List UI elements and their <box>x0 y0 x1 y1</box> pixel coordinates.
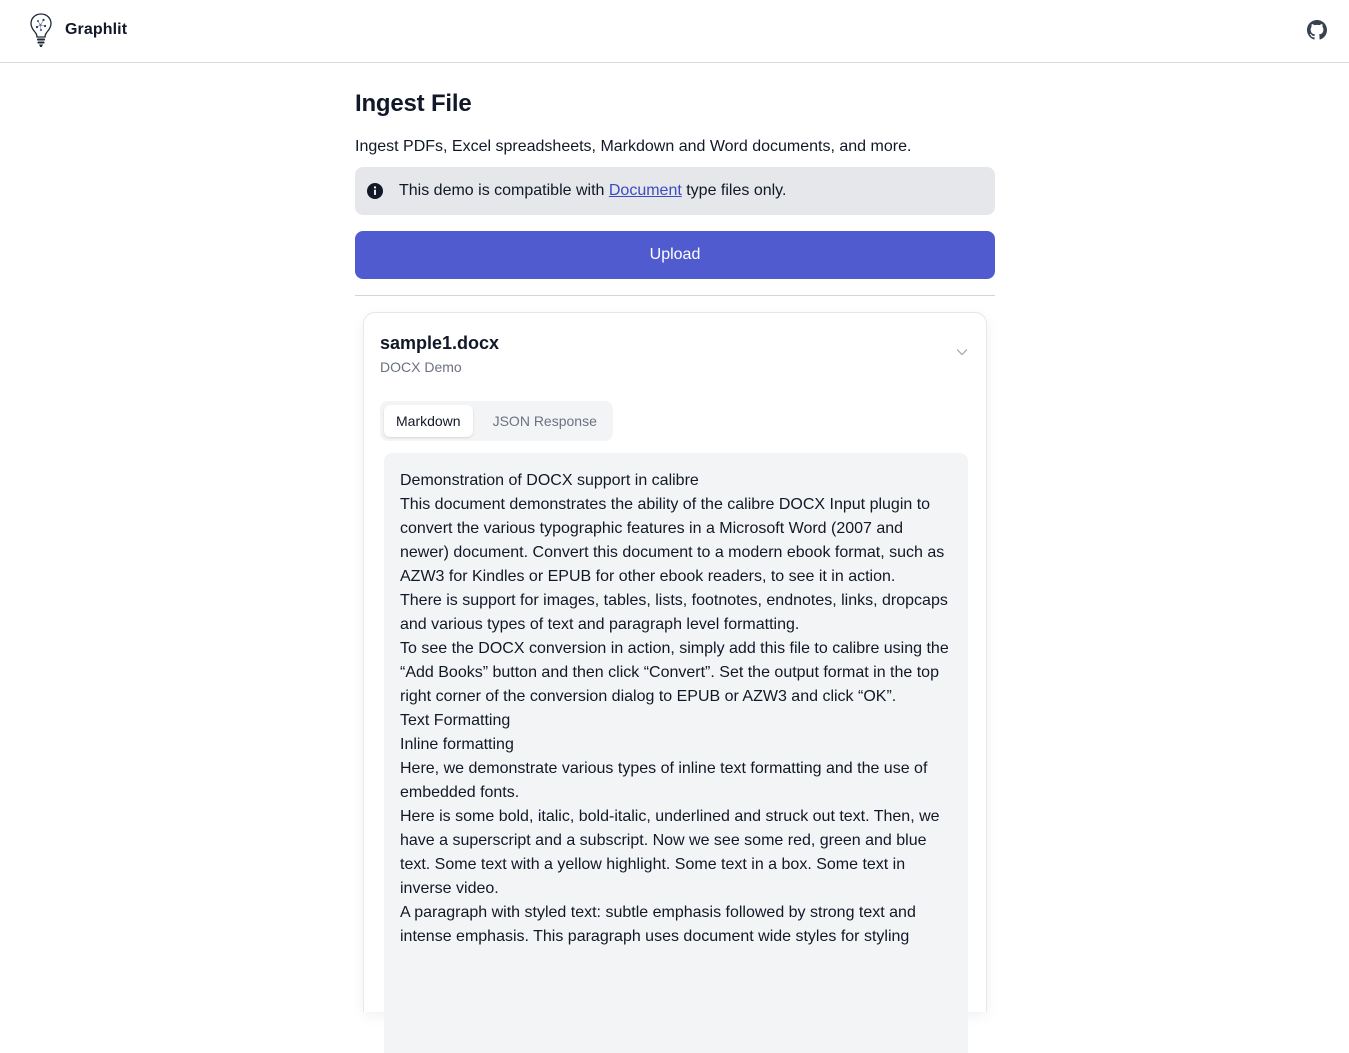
file-result-card <box>363 312 987 1012</box>
lightbulb-icon <box>28 12 54 48</box>
top-navbar <box>0 0 1349 63</box>
tab-list <box>380 401 613 441</box>
compatibility-notice <box>355 167 995 215</box>
content-paragraph: To see the DOCX conversion in action, simply add this file to calibre using the “Add Books” button and then click “Convert”. Set the output format in the top right corner of the conversion dialog to EPUB or AZW3 and click “OK”. <box>400 640 949 705</box>
github-icon[interactable] <box>1307 20 1327 40</box>
page-title: Ingest File <box>355 90 472 117</box>
notice-text: This demo is compatible with Document type files only. <box>399 182 787 199</box>
content-paragraph: There is support for images, tables, lists, footnotes, endnotes, links, dropcaps and various types of text and paragraph level formatting. <box>400 592 948 633</box>
document-link[interactable]: Document <box>608 182 682 199</box>
tab-json-response[interactable]: JSON Response <box>481 405 609 437</box>
brand-name: Graphlit <box>65 21 128 38</box>
file-description: DOCX Demo <box>380 359 462 375</box>
tab-markdown[interactable]: Markdown <box>384 405 473 437</box>
content-paragraph: A paragraph with styled text: subtle emphasis followed by strong text and intense emphasis. This paragraph uses document wide styles for styling <box>400 904 916 945</box>
content-paragraph: This document demonstrates the ability of the calibre DOCX Input plugin to convert the various typographic features in a Microsoft Word (2007 and newer) document. Convert this document to a modern ebook format, such as AZW3 for Kindles or EPUB for other ebook readers, to see it in action. <box>400 496 945 585</box>
brand[interactable] <box>28 12 127 48</box>
content-paragraph: Text Formatting <box>400 712 511 729</box>
divider <box>355 295 995 296</box>
upload-button[interactable]: Upload <box>355 231 995 279</box>
chevron-down-icon[interactable] <box>956 348 968 356</box>
content-paragraph: Demonstration of DOCX support in calibre <box>400 472 699 489</box>
content-paragraph: Here is some bold, italic, bold-italic, underlined and struck out text. Then, we have a superscript and a subscript. Now we see some red, green and blue text. Some text with a yellow highlight. Some text in a box. Some text in inverse video. <box>400 808 940 897</box>
page-subtitle: Ingest PDFs, Excel spreadsheets, Markdown and Word documents, and more. <box>355 138 912 155</box>
info-icon <box>367 183 383 199</box>
file-name: sample1.docx <box>380 333 500 353</box>
markdown-content <box>384 453 968 1053</box>
content-paragraph: Inline formatting <box>400 736 514 753</box>
content-paragraph: Here, we demonstrate various types of inline text formatting and the use of embedded fonts. <box>400 760 928 801</box>
